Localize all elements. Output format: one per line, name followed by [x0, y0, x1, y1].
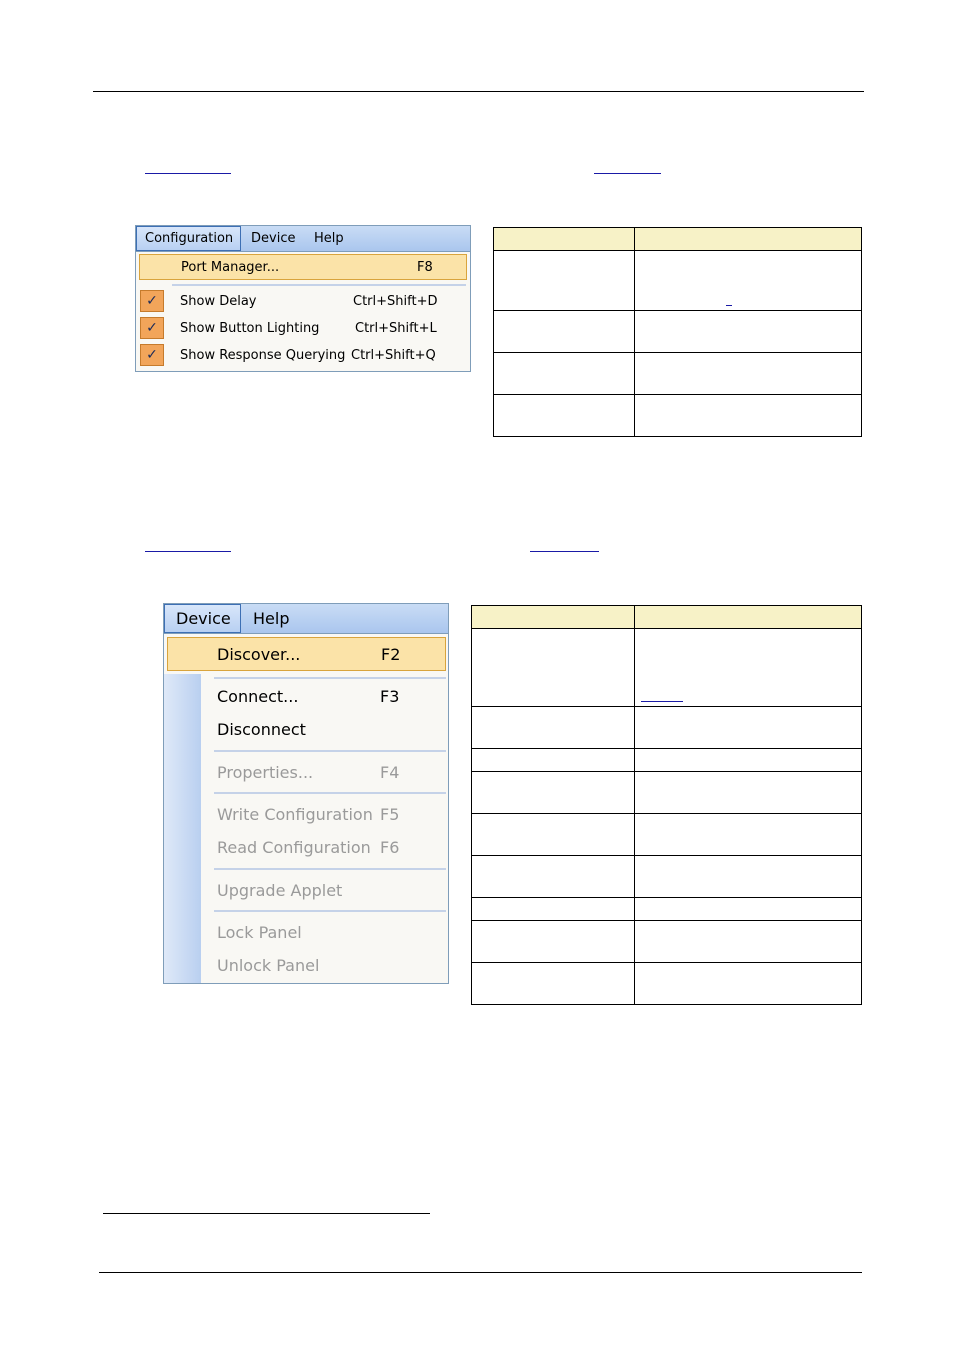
table-cell — [635, 814, 862, 856]
menu-configuration[interactable]: Configuration — [136, 226, 241, 251]
device-menu-table — [471, 605, 862, 1005]
table-cell — [635, 251, 862, 311]
config-menubar — [135, 225, 471, 252]
menu-item-label: Show Delay — [180, 293, 257, 309]
table-header-cell — [635, 228, 862, 251]
menu-item-label: Show Button Lighting — [180, 320, 320, 336]
menu-item-port-manager[interactable] — [139, 254, 467, 280]
menu-item-shortcut: F8 — [417, 259, 433, 275]
menu-item-lock-panel[interactable] — [164, 917, 448, 947]
table-cell — [635, 395, 862, 437]
menu-item-label: Unlock Panel — [217, 955, 320, 975]
menu-item-write-configuration[interactable] — [164, 799, 448, 829]
config-menu-dropdown — [135, 251, 471, 372]
menu-help[interactable]: Help — [253, 609, 290, 628]
table-cell — [472, 921, 635, 963]
table-cell — [635, 311, 862, 353]
menu-separator — [214, 910, 446, 912]
footer-rule — [99, 1272, 862, 1273]
table-cell — [494, 251, 635, 311]
section2-link-right[interactable] — [530, 551, 599, 552]
table-cell — [635, 898, 862, 921]
table-row — [494, 395, 862, 437]
table-cell — [472, 856, 635, 898]
table-cell — [472, 963, 635, 1005]
menu-item-label: Write Configuration — [217, 804, 373, 824]
footnote-rule — [103, 1213, 430, 1214]
table-cell — [494, 311, 635, 353]
menu-item-label: Read Configuration — [217, 837, 371, 857]
table-header-cell — [472, 606, 635, 629]
footnote-link[interactable] — [726, 305, 732, 306]
menu-device[interactable]: Device — [251, 231, 296, 246]
table-row — [472, 707, 862, 749]
menu-item-shortcut: F2 — [381, 644, 401, 664]
table-row — [472, 963, 862, 1005]
table-header-cell — [635, 606, 862, 629]
menu-item-label: Port Manager... — [181, 259, 280, 275]
table-row — [472, 772, 862, 814]
menu-separator — [214, 792, 446, 794]
menu-item-shortcut: Ctrl+Shift+D — [353, 293, 438, 309]
table-row — [472, 898, 862, 921]
table-cell — [472, 629, 635, 707]
table-cell — [494, 353, 635, 395]
menu-item-discover[interactable] — [167, 637, 446, 671]
checkmark-icon: ✓ — [140, 290, 164, 312]
checkmark-icon: ✓ — [140, 344, 164, 366]
menu-item-read-configuration[interactable] — [164, 832, 448, 862]
table-row — [472, 749, 862, 772]
menu-item-disconnect[interactable] — [164, 714, 448, 744]
device-menu-dropdown — [163, 633, 449, 984]
menu-help[interactable]: Help — [314, 231, 344, 246]
table-cell — [472, 772, 635, 814]
menu-separator — [214, 677, 446, 679]
table-row — [472, 814, 862, 856]
menu-item-label: Disconnect — [217, 719, 306, 739]
menu-item-shortcut: Ctrl+Shift+Q — [351, 347, 436, 363]
menu-item-properties[interactable] — [164, 757, 448, 787]
menu-item-shortcut: F6 — [380, 837, 400, 857]
menu-item-label: Discover... — [217, 644, 301, 664]
menu-item-show-button-lighting[interactable] — [136, 316, 470, 340]
menu-item-label: Upgrade Applet — [217, 880, 343, 900]
table-row — [494, 353, 862, 395]
menu-item-show-delay[interactable] — [136, 289, 470, 313]
table-header-cell — [494, 228, 635, 251]
table-row — [472, 629, 862, 707]
table-row — [472, 856, 862, 898]
section2-link-left[interactable] — [145, 551, 231, 552]
table-cell — [635, 963, 862, 1005]
table-cell — [635, 749, 862, 772]
table-cell — [635, 772, 862, 814]
table-cell — [635, 707, 862, 749]
table-cell — [635, 629, 862, 707]
menu-item-show-response-querying[interactable] — [136, 343, 470, 367]
table-cell — [635, 921, 862, 963]
section1-link-right[interactable] — [594, 173, 661, 174]
menu-separator — [214, 750, 446, 752]
table-row — [494, 251, 862, 311]
table-cell — [472, 814, 635, 856]
menu-device[interactable]: Device — [164, 604, 241, 633]
menu-item-label: Properties... — [217, 762, 314, 782]
menu-separator — [214, 868, 446, 870]
section1-link-left[interactable] — [145, 173, 231, 174]
table-cell — [472, 707, 635, 749]
menu-item-upgrade-applet[interactable] — [164, 875, 448, 905]
menu-item-label: Show Response Querying — [180, 347, 346, 363]
menu-item-label: Connect... — [217, 686, 299, 706]
table-link[interactable] — [641, 701, 683, 702]
checkmark-icon: ✓ — [140, 317, 164, 339]
table-row — [494, 311, 862, 353]
menu-item-label: Lock Panel — [217, 922, 302, 942]
menu-separator — [172, 284, 466, 286]
table-row — [472, 921, 862, 963]
table-cell — [635, 856, 862, 898]
header-rule — [93, 91, 864, 92]
menu-item-unlock-panel[interactable] — [164, 950, 448, 980]
table-cell — [494, 395, 635, 437]
menu-item-shortcut: F4 — [380, 762, 400, 782]
table-cell — [635, 353, 862, 395]
table-header-row — [472, 606, 862, 629]
menu-item-connect[interactable] — [164, 681, 448, 711]
menu-item-shortcut: F5 — [380, 804, 400, 824]
menu-item-shortcut: Ctrl+Shift+L — [355, 320, 437, 336]
configuration-menu-table — [493, 227, 862, 437]
table-cell — [472, 898, 635, 921]
table-cell — [472, 749, 635, 772]
table-header-row — [494, 228, 862, 251]
menu-item-shortcut: F3 — [380, 686, 400, 706]
device-menubar — [163, 603, 449, 634]
